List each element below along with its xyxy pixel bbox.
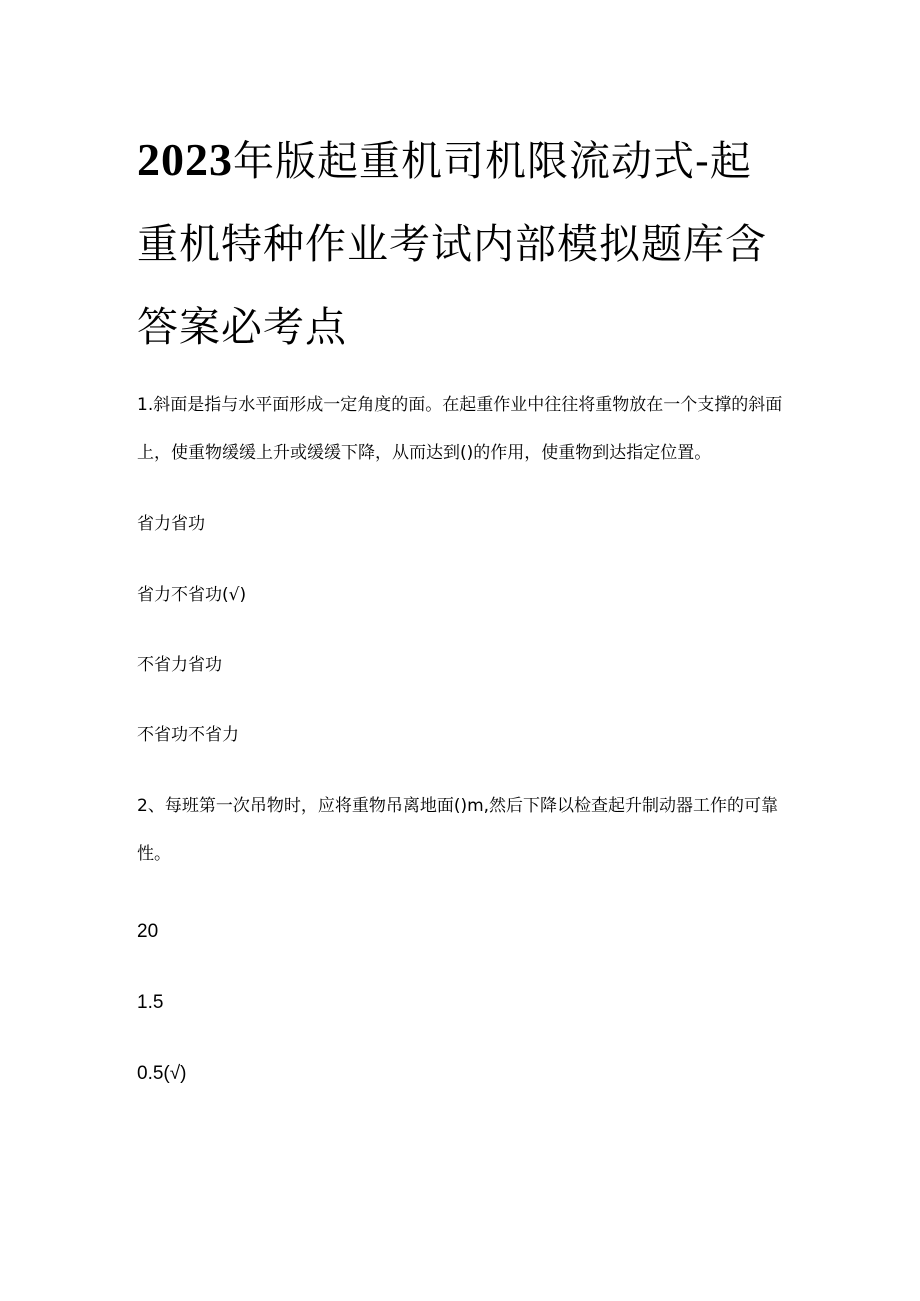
title-year: 2023	[137, 134, 233, 185]
question-1-text: 1.斜面是指与水平面形成一定角度的面。在起重作业中往往将重物放在一个支撑的斜面上，使重物缓缓上升或缓缓下降，从而达到()的作用，使重物到达指定位置。	[137, 395, 783, 463]
document-title	[137, 118, 787, 369]
question-2-option-a: 20	[137, 921, 159, 942]
question-1-option-c: 不省力省功	[137, 655, 222, 675]
question-1-option-a: 省力省功	[137, 514, 205, 534]
question-2-option-c: 0.5(√)	[137, 1063, 187, 1084]
question-1-option-b: 省力不省功(√)	[137, 585, 247, 605]
question-2-text: 2、每班第一次吊物时，应将重物吊离地面()m,然后下降以检查起升制动器工作的可靠性。	[137, 796, 779, 864]
question-2-option-b: 1.5	[137, 992, 164, 1013]
question-1-option-d: 不省功不省力	[137, 725, 239, 745]
title-text: 年版起重机司机限流动式-起重机特种作业考试内部模拟题库含答案必考点	[137, 137, 767, 351]
